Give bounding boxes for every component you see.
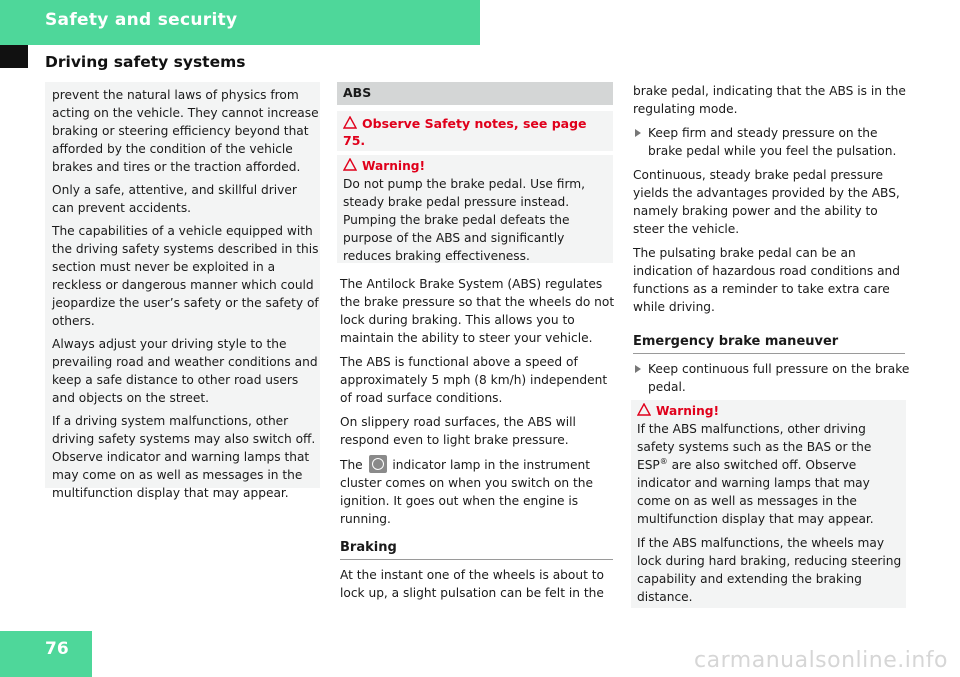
paragraph: If a driving system malfunctions, other driving safety systems may also switch off. Observe indicator and warning lamps that may come on as well as messages in the multifunction display that may appear. <box>52 414 316 500</box>
bullet-arrow-icon <box>635 129 641 137</box>
warning-triangle-icon <box>343 158 357 171</box>
page-number: 76 <box>45 639 69 659</box>
warning-text: Do not pump the brake pedal. Use firm, steady brake pedal pressure instead. Pumping the brake pedal defeats the purpose of the ABS and significantly reduces braking effectiveness. <box>343 177 586 263</box>
paragraph: The capabilities of a vehicle equipped with the driving safety systems described in this section must never be exploited in a reckless or dangerous manner which could jeopardize the user’s safety or the safety of others. <box>52 224 319 328</box>
column-2-body <box>340 275 616 534</box>
paragraph: The ABS is functional above a speed of approximately 5 mph (8 km/h) independent of road surface conditions. <box>340 355 608 405</box>
column-2-tail <box>340 566 616 608</box>
braking-heading: Braking <box>340 539 613 560</box>
paragraph: The pulsating brake pedal can be an indication of hazardous road conditions and functions as a reminder to take extra care while driving. <box>633 246 901 314</box>
warning-box <box>631 400 906 608</box>
abs-indicator-lamp-icon <box>369 455 387 473</box>
emergency-instructions <box>633 360 911 402</box>
paragraph: brake pedal, indicating that the ABS is in the regulating mode. <box>633 84 906 116</box>
warning-title: Warning! <box>656 404 720 418</box>
warning-paragraph: If the ABS malfunctions, the wheels may lock during hard braking, reducing steering capability and extending the braking distance. <box>637 536 902 604</box>
paragraph <box>340 455 616 528</box>
paragraph: On slippery road surfaces, the ABS will respond even to light brake pressure. <box>340 415 576 447</box>
safety-note-text: Observe Safety notes, see page 75. <box>343 116 587 148</box>
safety-note-box <box>337 111 613 151</box>
warning-triangle-icon <box>637 403 651 416</box>
lamp-sentence-start: The <box>340 458 363 472</box>
section-title: Safety and security <box>45 10 238 30</box>
paragraph: At the instant one of the wheels is about to lock up, a slight pulsation can be felt in the <box>340 568 604 600</box>
emergency-brake-heading: Emergency brake maneuver <box>633 333 905 354</box>
column-3-body <box>633 82 911 322</box>
paragraph: Always adjust your driving style to the prevailing road and weather conditions and keep a safe distance to other road users and objects on the street. <box>52 337 318 405</box>
subsection-title: Driving safety systems <box>45 53 246 71</box>
warning-triangle-icon <box>343 116 357 129</box>
registered-mark: ® <box>659 456 668 466</box>
warning-title: Warning! <box>362 159 426 173</box>
bullet-arrow-icon <box>635 365 641 373</box>
warning-box <box>337 155 613 263</box>
subsection-marker <box>0 45 28 68</box>
paragraph: prevent the natural laws of physics from acting on the vehicle. They cannot increase braking or steering efficiency beyond that afforded by the condition of the vehicle brakes and tires or the traction afforded. <box>52 88 319 174</box>
instruction-text: Keep continuous full pressure on the brake pedal. <box>648 362 910 394</box>
paragraph: The Antilock Brake System (ABS) regulates the brake pressure so that the wheels do not lock during braking. This allows you to maintain the ability to steer your vehicle. <box>340 277 615 345</box>
abs-heading-text: ABS <box>343 85 372 100</box>
instruction-text: Keep firm and steady pressure on the brake pedal while you feel the pulsation. <box>648 126 897 158</box>
section-header-bar <box>0 0 480 45</box>
warning-text: If the ABS malfunctions, other driving safety systems such as the BAS or the ESP <box>637 422 872 472</box>
warning-text: are also switched off. Observe indicator and warning lamps that may come on as well as messages in the multifunction display that may appear. <box>637 458 874 526</box>
paragraph: Only a safe, attentive, and skillful driver can prevent accidents. <box>52 183 297 215</box>
paragraph: Continuous, steady brake pedal pressure yields the advantages provided by the ABS, namely braking power and the ability to steer the vehicle. <box>633 168 900 236</box>
instruction-item <box>633 360 911 396</box>
instruction-item <box>633 124 911 160</box>
column-1-box <box>45 82 320 500</box>
watermark: carmanualsonline.info <box>694 648 948 673</box>
lamp-sentence-end: indicator lamp in the instrument cluster comes on when you switch on the ignition. It goes out when the engine is running. <box>340 458 594 526</box>
page-number-block <box>0 631 92 677</box>
warning-paragraph <box>637 420 903 528</box>
abs-section-heading <box>337 82 613 105</box>
